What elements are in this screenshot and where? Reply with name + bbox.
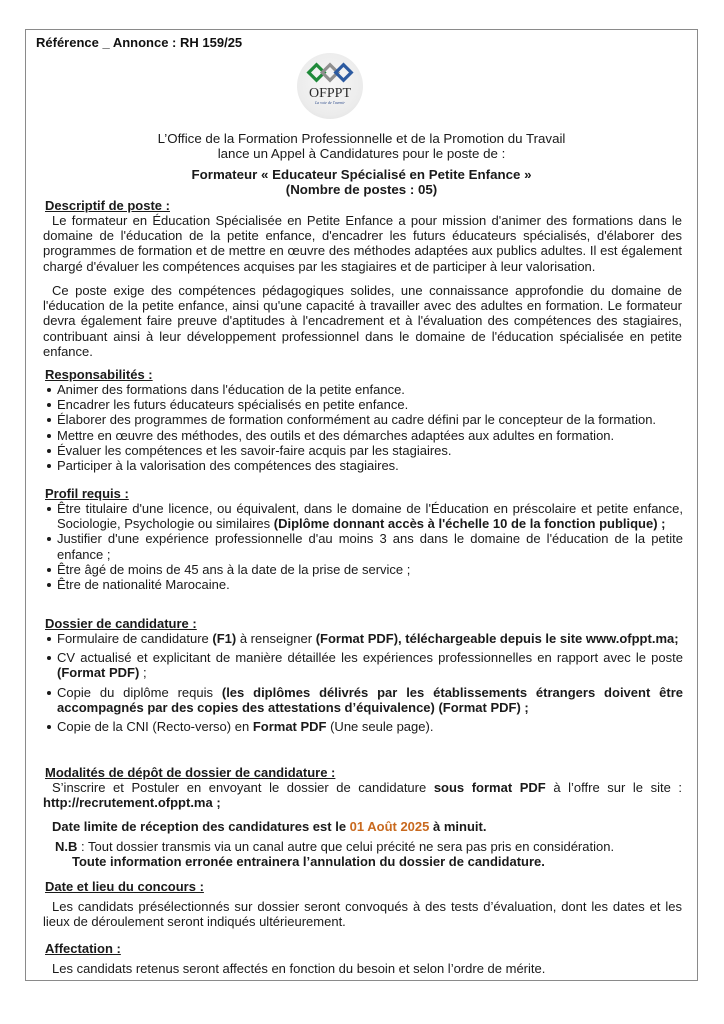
modalites-bold-text: sous format PDF	[433, 780, 546, 795]
list-item-text: Participer à la valorisation des compétences des stagiaires.	[57, 458, 399, 474]
list-item-text: Copie de la CNI (Recto-verso) en	[57, 719, 253, 735]
number-of-posts: (Nombre de postes : 05)	[285, 182, 438, 197]
list-item	[43, 382, 683, 397]
profil-list	[43, 501, 683, 592]
section-heading-profil: Profil requis :	[45, 486, 129, 501]
job-title: Formateur « Educateur Spécialisé en Petite Enfance »	[191, 167, 532, 182]
deadline-line	[52, 819, 691, 834]
list-item-bold-text: (Format PDF), téléchargeable depuis le site www.ofppt.ma;	[315, 631, 679, 646]
list-item	[43, 458, 683, 473]
bullet-icon	[47, 403, 51, 407]
reference-number: Référence _ Annonce : RH 159/25	[36, 35, 243, 50]
nb-label: N.B	[55, 839, 78, 854]
org-line-2: lance un Appel à Candidatures pour le poste de :	[217, 146, 506, 161]
descriptif-p1-text: Le formateur en Éducation Spécialisée en Petite Enfance a pour mission d'animer des formations dans le domaine de l'éducation de la petite enfance, d'encadrer les futurs éducateurs spécialisés, d'élaborer des programmes de formation et de mettre en œuvre des méthodes adaptées aux publics adultes. Il est également chargé d'évaluer les compétences acquises par les stagiaires et de participer à leur valorisation.	[43, 213, 682, 274]
descriptif-paragraph-2	[43, 283, 682, 359]
bullet-icon	[47, 434, 51, 438]
list-item	[43, 685, 683, 715]
bullet-icon	[47, 691, 51, 695]
list-item-text: Élaborer des programmes de formation conformément au cadre défini par le concepteur de la formation.	[57, 412, 657, 428]
modalites-text: S’inscrire et Postuler en envoyant le dossier de candidature	[52, 780, 434, 795]
bullet-icon	[47, 464, 51, 468]
list-item-bold-text: (les diplômes délivrés par les établissements étrangers doivent être accompagnés par des copies des attestations d’équivalence) (Format PDF) ;	[57, 684, 684, 715]
bullet-icon	[47, 725, 51, 729]
nb-text: : Tout dossier transmis via un canal autre que celui précité ne sera pas pris en considération.	[77, 839, 615, 854]
descriptif-paragraph-1	[43, 213, 682, 274]
list-item	[43, 719, 683, 734]
bullet-icon	[47, 583, 51, 587]
dossier-list	[43, 631, 683, 734]
bullet-icon	[47, 388, 51, 392]
logo-text: OFPPT	[308, 86, 352, 101]
list-item	[43, 443, 683, 458]
list-item-text: Copie du diplôme requis	[57, 684, 222, 700]
list-item-text: Encadrer les futurs éducateurs spécialisés en petite enfance.	[57, 397, 409, 413]
descriptif-p2-text: Ce poste exige des compétences pédagogiques solides, une connaissance approfondie du domaine de l'éducation de la petite enfance, ainsi qu'une capacité à travailler avec des adultes en formation. Le formateur devra également faire preuve d'aptitudes à l'encadrement et à l'évaluation des compétences des stagiaires, contribuant ainsi à leur développement professionnel dans le domaine de l'éducation spécialisée en petite enfance.	[43, 283, 682, 359]
list-item-bold-text: (Format PDF)	[57, 665, 140, 681]
list-item	[43, 531, 683, 561]
section-heading-dossier: Dossier de candidature :	[45, 616, 197, 631]
affectation-text: Les candidats retenus seront affectés en fonction du besoin et selon l’ordre de mérite.	[52, 961, 546, 976]
concours-paragraph	[43, 899, 682, 929]
bullet-icon	[47, 637, 51, 641]
list-item-bold-text: (Diplôme donnant accès à l'échelle 10 de la fonction publique) ;	[273, 516, 666, 532]
list-item-text: Évaluer les compétences et les savoir-faire acquis par les stagiaires.	[57, 442, 452, 458]
list-item-text: Être âgé de moins de 45 ans à la date de la prise de service ;	[57, 561, 411, 577]
list-item-text: Être de nationalité Marocaine.	[57, 577, 230, 593]
list-item	[43, 428, 683, 443]
deadline-text: à minuit.	[429, 819, 487, 834]
section-heading-concours: Date et lieu du concours :	[45, 879, 204, 894]
modalites-text: à l’offre sur le site :	[545, 780, 682, 795]
list-item	[43, 577, 683, 592]
nb-note	[55, 839, 685, 854]
list-item	[43, 631, 683, 646]
section-heading-responsabilites: Responsabilités :	[45, 367, 153, 382]
list-item	[43, 397, 683, 412]
logo-tagline: La voie de l'avenir	[315, 100, 345, 105]
section-heading-affectation: Affectation :	[45, 941, 121, 956]
bullet-icon	[47, 418, 51, 422]
list-item-text: à renseigner	[236, 631, 316, 646]
list-item-bold-text: Format PDF	[252, 719, 327, 735]
section-heading-descriptif: Descriptif de poste :	[45, 198, 170, 213]
list-item	[43, 650, 683, 680]
list-item	[43, 501, 683, 531]
list-item-text: Justifier d'une expérience professionnelle d'au moins 3 ans dans le domaine de l'éducation de la petite enfance ;	[57, 531, 683, 562]
affectation-paragraph	[43, 961, 682, 976]
list-item-text: Être titulaire d'une licence, ou équivalent, dans le domaine de l'Éducation en préscolaire et petite enfance, Sociologie, Psychologie ou similaires	[57, 501, 683, 532]
bullet-icon	[47, 568, 51, 572]
deadline-text: Date limite de réception des candidatures est le	[52, 819, 350, 834]
bullet-icon	[47, 656, 51, 660]
list-item	[43, 412, 683, 427]
list-item-text: Mettre en œuvre des méthodes, des outils et des démarches adaptées aux adultes en formation.	[57, 427, 615, 443]
section-heading-modalites: Modalités de dépôt de dossier de candidature :	[45, 765, 336, 780]
list-item-bold-text: (F1)	[212, 631, 237, 646]
list-item-text: CV actualisé et explicitant de manière détaillée les expériences professionnelles en rapport avec le poste	[57, 650, 683, 666]
nb-warning: Toute information erronée entrainera l’annulation du dossier de candidature.	[72, 854, 545, 869]
modalites-paragraph	[43, 780, 682, 810]
list-item-text: ;	[139, 665, 147, 681]
org-line-1: L’Office de la Formation Professionnelle et de la Promotion du Travail	[157, 131, 566, 146]
list-item	[43, 562, 683, 577]
concours-text: Les candidats présélectionnés sur dossier seront convoqués à des tests d’évaluation, dont les dates et les lieux de déroulement seront indiqués ultérieurement.	[43, 899, 682, 930]
deadline-date: 01 Août 2025	[349, 819, 430, 834]
bullet-icon	[47, 449, 51, 453]
list-item-text: Animer des formations dans l'éducation de la petite enfance.	[57, 382, 405, 397]
list-item-text: Formulaire de candidature	[57, 631, 213, 646]
bullet-icon	[47, 537, 51, 541]
ofppt-logo	[297, 53, 363, 119]
ofppt-logo-icon	[297, 53, 363, 119]
recruitment-site-link[interactable]: http://recrutement.ofppt.ma ;	[43, 795, 221, 811]
list-item-text: (Une seule page).	[326, 719, 434, 735]
document-page	[25, 29, 698, 981]
responsabilites-list	[43, 382, 683, 473]
bullet-icon	[47, 507, 51, 511]
